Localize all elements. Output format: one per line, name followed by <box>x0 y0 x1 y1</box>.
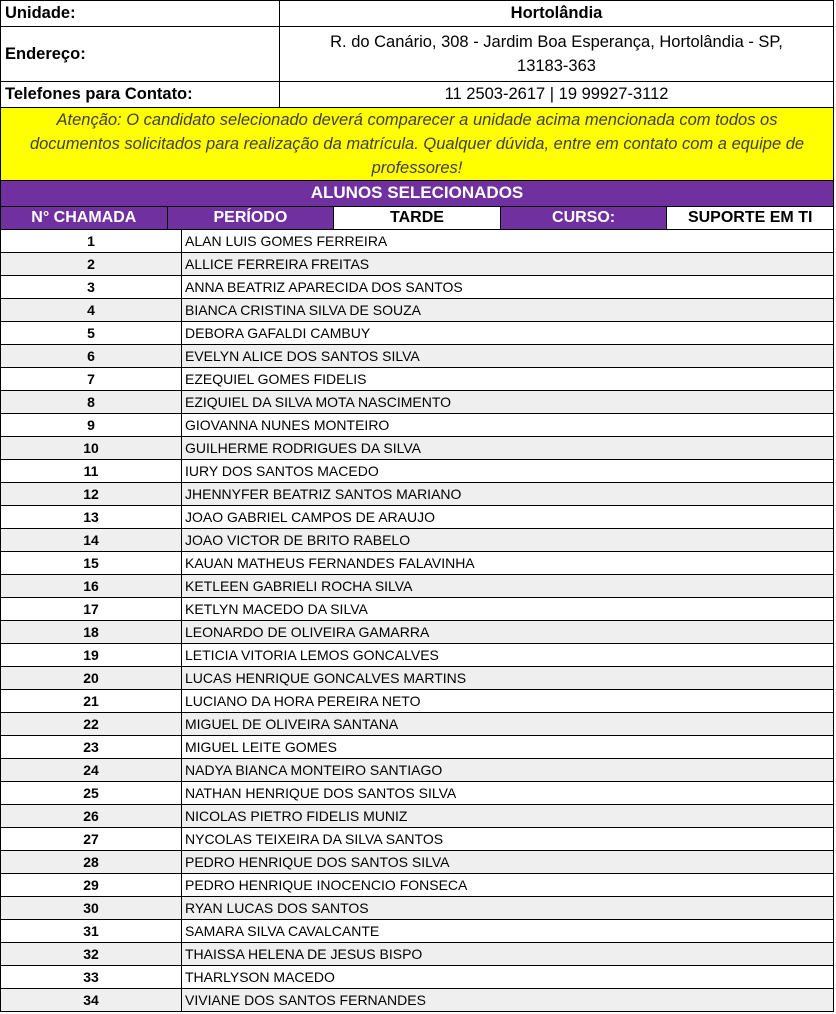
table-row <box>1 965 834 988</box>
course-value[interactable]: SUPORTE EM TI <box>667 206 834 229</box>
table-row <box>1 230 834 253</box>
call-number-cell[interactable]: 2 <box>1 252 182 275</box>
table-row <box>1 482 834 505</box>
table-row <box>1 620 834 643</box>
period-value[interactable]: TARDE <box>334 206 501 229</box>
student-name-cell[interactable]: THAISSA HELENA DE JESUS BISPO <box>182 942 834 965</box>
call-number-cell[interactable]: 11 <box>1 459 182 482</box>
address-line-1: R. do Canário, 308 - Jardim Boa Esperança, Hortolândia - SP, <box>330 33 783 51</box>
call-number-cell[interactable]: 13 <box>1 505 182 528</box>
section-band <box>0 181 834 230</box>
unit-value[interactable]: Hortolândia <box>280 1 834 27</box>
address-label[interactable]: Endereço: <box>1 27 280 82</box>
call-number-cell[interactable]: 32 <box>1 942 182 965</box>
table-row <box>1 919 834 942</box>
student-name-cell[interactable]: JOAO GABRIEL CAMPOS DE ARAUJO <box>182 505 834 528</box>
call-number-cell[interactable]: 14 <box>1 528 182 551</box>
call-number-cell[interactable]: 5 <box>1 321 182 344</box>
call-number-cell[interactable]: 21 <box>1 689 182 712</box>
table-row <box>1 781 834 804</box>
table-row <box>1 827 834 850</box>
call-number-cell[interactable]: 15 <box>1 551 182 574</box>
student-name-cell[interactable]: EVELYN ALICE DOS SANTOS SILVA <box>182 344 834 367</box>
student-name-cell[interactable]: VIVIANE DOS SANTOS FERNANDES <box>182 988 834 1011</box>
student-name-cell[interactable]: BIANCA CRISTINA SILVA DE SOUZA <box>182 298 834 321</box>
table-row <box>1 505 834 528</box>
call-number-cell[interactable]: 19 <box>1 643 182 666</box>
students-table <box>0 230 834 1012</box>
student-name-cell[interactable]: GIOVANNA NUNES MONTEIRO <box>182 413 834 436</box>
call-number-cell[interactable]: 9 <box>1 413 182 436</box>
call-number-cell[interactable]: 4 <box>1 298 182 321</box>
call-number-cell[interactable]: 8 <box>1 390 182 413</box>
student-name-cell[interactable]: PEDRO HENRIQUE DOS SANTOS SILVA <box>182 850 834 873</box>
students-table-body <box>1 230 834 1012</box>
student-name-cell[interactable]: EZIQUIEL DA SILVA MOTA NASCIMENTO <box>182 390 834 413</box>
student-name-cell[interactable]: DEBORA GAFALDI CAMBUY <box>182 321 834 344</box>
table-row <box>1 873 834 896</box>
address-value[interactable] <box>280 27 834 82</box>
table-row <box>1 321 834 344</box>
table-row <box>1 988 834 1011</box>
unit-info-table <box>0 0 834 108</box>
table-row <box>1 390 834 413</box>
number-header[interactable]: N° CHAMADA <box>1 206 168 229</box>
student-name-cell[interactable]: THARLYSON MACEDO <box>182 965 834 988</box>
call-number-cell[interactable]: 23 <box>1 735 182 758</box>
table-row <box>1 666 834 689</box>
address-line-2: 13183-363 <box>517 57 596 75</box>
table-row <box>1 551 834 574</box>
call-number-cell[interactable]: 24 <box>1 758 182 781</box>
table-row <box>1 804 834 827</box>
call-number-cell[interactable]: 34 <box>1 988 182 1011</box>
table-row <box>1 298 834 321</box>
student-name-cell[interactable]: MIGUEL LEITE GOMES <box>182 735 834 758</box>
table-row <box>1 413 834 436</box>
table-row <box>1 712 834 735</box>
call-number-cell[interactable]: 25 <box>1 781 182 804</box>
table-row <box>1 528 834 551</box>
student-name-cell[interactable]: ANNA BEATRIZ APARECIDA DOS SANTOS <box>182 275 834 298</box>
table-row <box>1 850 834 873</box>
section-title[interactable]: ALUNOS SELECIONADOS <box>1 181 834 206</box>
phone-value[interactable]: 11 2503-2617 | 19 99927-3112 <box>280 82 834 108</box>
table-row <box>1 758 834 781</box>
student-name-cell[interactable]: LETICIA VITORIA LEMOS GONCALVES <box>182 643 834 666</box>
table-row <box>1 344 834 367</box>
table-row <box>1 252 834 275</box>
period-header[interactable]: PERÍODO <box>167 206 334 229</box>
call-number-cell[interactable]: 7 <box>1 367 182 390</box>
call-number-cell[interactable]: 26 <box>1 804 182 827</box>
call-number-cell[interactable]: 10 <box>1 436 182 459</box>
call-number-cell[interactable]: 16 <box>1 574 182 597</box>
course-header[interactable]: CURSO: <box>500 206 667 229</box>
call-number-cell[interactable]: 30 <box>1 896 182 919</box>
table-row <box>1 367 834 390</box>
student-name-cell[interactable]: EZEQUIEL GOMES FIDELIS <box>182 367 834 390</box>
student-name-cell[interactable]: NICOLAS PIETRO FIDELIS MUNIZ <box>182 804 834 827</box>
call-number-cell[interactable]: 28 <box>1 850 182 873</box>
unit-label[interactable]: Unidade: <box>1 1 280 27</box>
call-number-cell[interactable]: 33 <box>1 965 182 988</box>
table-row <box>1 597 834 620</box>
table-row <box>1 275 834 298</box>
call-number-cell[interactable]: 20 <box>1 666 182 689</box>
student-name-cell[interactable]: NATHAN HENRIQUE DOS SANTOS SILVA <box>182 781 834 804</box>
student-name-cell[interactable]: NYCOLAS TEIXEIRA DA SILVA SANTOS <box>182 827 834 850</box>
call-number-cell[interactable]: 31 <box>1 919 182 942</box>
student-name-cell[interactable]: ALLICE FERREIRA FREITAS <box>182 252 834 275</box>
table-row <box>1 436 834 459</box>
student-name-cell[interactable]: MIGUEL DE OLIVEIRA SANTANA <box>182 712 834 735</box>
student-name-cell[interactable]: KETLYN MACEDO DA SILVA <box>182 597 834 620</box>
table-row <box>1 689 834 712</box>
table-row <box>1 459 834 482</box>
student-name-cell[interactable]: IURY DOS SANTOS MACEDO <box>182 459 834 482</box>
student-name-cell[interactable]: LUCAS HENRIQUE GONCALVES MARTINS <box>182 666 834 689</box>
phone-label[interactable]: Telefones para Contato: <box>1 82 280 108</box>
student-name-cell[interactable]: KETLEEN GABRIELI ROCHA SILVA <box>182 574 834 597</box>
student-name-cell[interactable]: PEDRO HENRIQUE INOCENCIO FONSECA <box>182 873 834 896</box>
call-number-cell[interactable]: 17 <box>1 597 182 620</box>
call-number-cell[interactable]: 12 <box>1 482 182 505</box>
attention-notice[interactable]: Atenção: O candidato selecionado deverá comparecer a unidade acima mencionada com todos os documentos solicitados para realização da matrícula. Qualquer dúvida, entre em contato com a equipe de professores! <box>1 108 834 181</box>
student-name-cell[interactable]: JOAO VICTOR DE BRITO RABELO <box>182 528 834 551</box>
student-name-cell[interactable]: LUCIANO DA HORA PEREIRA NETO <box>182 689 834 712</box>
table-row <box>1 574 834 597</box>
call-number-cell[interactable]: 3 <box>1 275 182 298</box>
notice-table <box>0 108 834 181</box>
student-name-cell[interactable]: SAMARA SILVA CAVALCANTE <box>182 919 834 942</box>
call-number-cell[interactable]: 27 <box>1 827 182 850</box>
table-row <box>1 735 834 758</box>
table-row <box>1 942 834 965</box>
student-name-cell[interactable]: ALAN LUIS GOMES FERREIRA <box>182 230 834 253</box>
call-number-cell[interactable]: 22 <box>1 712 182 735</box>
student-name-cell[interactable]: GUILHERME RODRIGUES DA SILVA <box>182 436 834 459</box>
call-number-cell[interactable]: 29 <box>1 873 182 896</box>
table-row <box>1 896 834 919</box>
student-name-cell[interactable]: LEONARDO DE OLIVEIRA GAMARRA <box>182 620 834 643</box>
call-number-cell[interactable]: 1 <box>1 230 182 253</box>
table-row <box>1 643 834 666</box>
student-name-cell[interactable]: RYAN LUCAS DOS SANTOS <box>182 896 834 919</box>
student-name-cell[interactable]: JHENNYFER BEATRIZ SANTOS MARIANO <box>182 482 834 505</box>
call-number-cell[interactable]: 6 <box>1 344 182 367</box>
student-name-cell[interactable]: KAUAN MATHEUS FERNANDES FALAVINHA <box>182 551 834 574</box>
student-name-cell[interactable]: NADYA BIANCA MONTEIRO SANTIAGO <box>182 758 834 781</box>
call-number-cell[interactable]: 18 <box>1 620 182 643</box>
